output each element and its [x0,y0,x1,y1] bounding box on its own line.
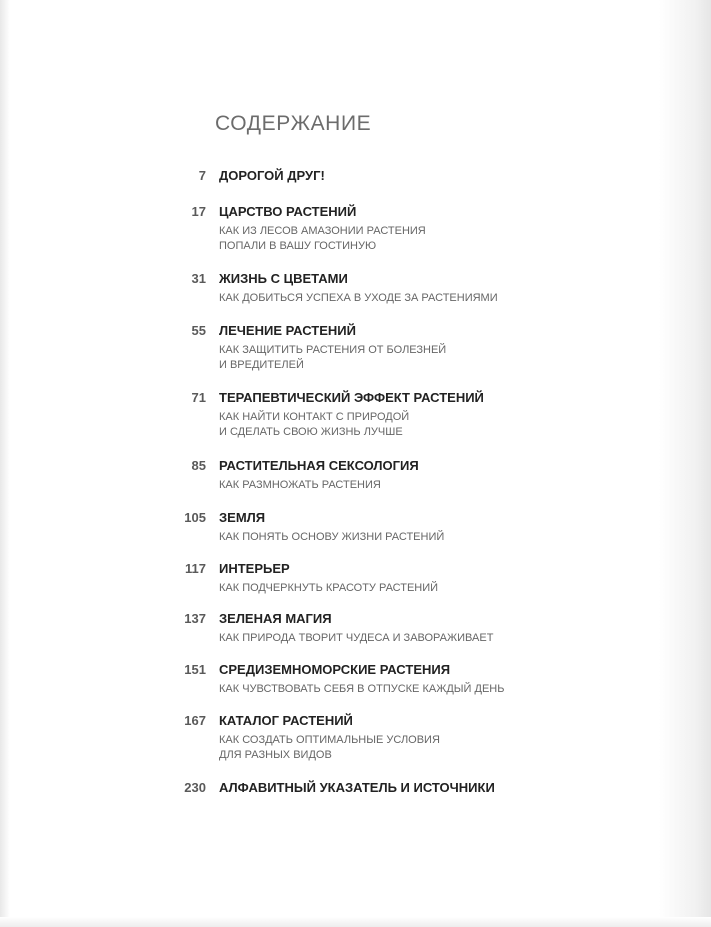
toc-chapter-title: ЗЕМЛЯ [219,510,266,525]
toc-page-number: 167 [184,713,206,728]
page-title: СОДЕРЖАНИЕ [215,112,372,135]
toc-chapter-title: ЦАРСТВО РАСТЕНИЙ [219,204,357,219]
toc-chapter-subtitle: КАК ДОБИТЬСЯ УСПЕХА В УХОДЕ ЗА РАСТЕНИЯМИ [219,292,498,304]
toc-chapter-subtitle: КАК НАЙТИ КОНТАКТ С ПРИРОДОЙ [219,411,410,423]
page-shadow-right [659,0,711,927]
toc-chapter-subtitle: ДЛЯ РАЗНЫХ ВИДОВ [219,749,332,761]
toc-chapter-title: ЛЕЧЕНИЕ РАСТЕНИЙ [219,323,356,338]
toc-chapter-subtitle: КАК ЗАЩИТИТЬ РАСТЕНИЯ ОТ БОЛЕЗНЕЙ [219,344,447,356]
page-shadow-bottom [0,917,711,927]
toc-page-number: 137 [184,611,206,626]
toc-chapter-subtitle: КАК СОЗДАТЬ ОПТИМАЛЬНЫЕ УСЛОВИЯ [219,734,440,746]
toc-page-number: 55 [191,323,206,338]
page-shadow-left [0,0,10,927]
toc-page-number: 117 [185,561,206,576]
toc-chapter-subtitle: И ВРЕДИТЕЛЕЙ [219,359,304,371]
toc-chapter-subtitle: КАК ИЗ ЛЕСОВ АМАЗОНИИ РАСТЕНИЯ [219,225,426,237]
toc-page-number: 230 [184,780,206,795]
toc-chapter-title: ИНТЕРЬЕР [219,561,290,576]
toc-page-number: 71 [191,390,206,405]
toc-chapter-title: ТЕРАПЕВТИЧЕСКИЙ ЭФФЕКТ РАСТЕНИЙ [219,390,484,405]
toc-chapter-title: ЗЕЛЕНАЯ МАГИЯ [219,611,332,626]
toc-chapter-subtitle: КАК ПРИРОДА ТВОРИТ ЧУДЕСА И ЗАВОРАЖИВАЕТ [219,632,494,644]
toc-page-number: 7 [198,168,206,183]
toc-chapter-subtitle: ПОПАЛИ В ВАШУ ГОСТИНУЮ [219,240,377,252]
toc-chapter-title: ДОРОГОЙ ДРУГ! [219,168,325,183]
toc-page-number: 17 [191,204,206,219]
toc-page-number: 31 [191,271,206,286]
toc-chapter-subtitle: И СДЕЛАТЬ СВОЮ ЖИЗНЬ ЛУЧШЕ [219,426,403,438]
toc-chapter-title: СРЕДИЗЕМНОМОРСКИЕ РАСТЕНИЯ [219,662,451,677]
toc-page-number: 105 [184,510,206,525]
toc-chapter-title: ЖИЗНЬ С ЦВЕТАМИ [219,271,348,286]
toc-chapter-subtitle: КАК ЧУВСТВОВАТЬ СЕБЯ В ОТПУСКЕ КАЖДЫЙ ДЕНЬ [219,683,505,695]
toc-chapter-subtitle: КАК ПОНЯТЬ ОСНОВУ ЖИЗНИ РАСТЕНИЙ [219,531,445,543]
toc-page-number: 151 [184,662,206,677]
toc-chapter-subtitle: КАК РАЗМНОЖАТЬ РАСТЕНИЯ [219,479,381,491]
toc-chapter-title: АЛФАВИТНЫЙ УКАЗАТЕЛЬ И ИСТОЧНИКИ [219,780,495,795]
toc-page-number: 85 [191,458,206,473]
toc-chapter-title: РАСТИТЕЛЬНАЯ СЕКСОЛОГИЯ [219,458,419,473]
toc-chapter-title: КАТАЛОГ РАСТЕНИЙ [219,713,353,728]
toc-chapter-subtitle: КАК ПОДЧЕРКНУТЬ КРАСОТУ РАСТЕНИЙ [219,582,439,594]
